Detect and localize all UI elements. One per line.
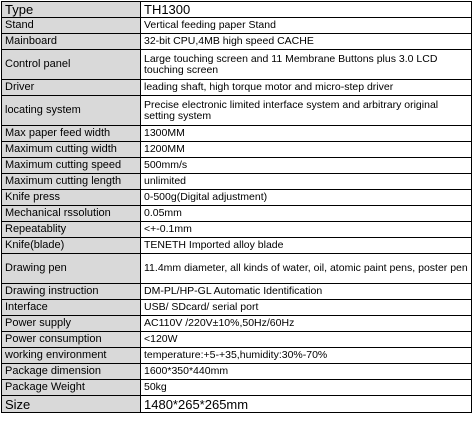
- row-key: Knife(blade): [2, 238, 141, 254]
- table-row: [2, 50, 472, 80]
- row-value: Large touching screen and 11 Membrane Buttons plus 3.0 LCD touching screen: [141, 50, 472, 80]
- table-row: [2, 380, 472, 396]
- row-key: Power consumption: [2, 332, 141, 348]
- row-value: Vertical feeding paper Stand: [141, 18, 472, 34]
- row-value: temperature:+5-+35,humidity:30%-70%: [141, 348, 472, 364]
- row-value: <+-0.1mm: [141, 222, 472, 238]
- table-row: [2, 238, 472, 254]
- table-row: [2, 142, 472, 158]
- row-key: Maximum cutting speed: [2, 158, 141, 174]
- table-row: [2, 206, 472, 222]
- row-value: 500mm/s: [141, 158, 472, 174]
- table-row: [2, 364, 472, 380]
- row-key: Package dimension: [2, 364, 141, 380]
- table-row: [2, 284, 472, 300]
- row-key: Maximum cutting length: [2, 174, 141, 190]
- row-value: TH1300: [141, 2, 472, 18]
- row-value: 1480*265*265mm: [141, 396, 472, 413]
- row-key: Type: [2, 2, 141, 18]
- row-value: 11.4mm diameter, all kinds of water, oil, atomic paint pens, poster pen: [141, 254, 472, 284]
- row-value: <120W: [141, 332, 472, 348]
- row-key: Package Weight: [2, 380, 141, 396]
- table-row: [2, 396, 472, 413]
- row-value: leading shaft, high torque motor and micro-step driver: [141, 80, 472, 96]
- table-row: [2, 18, 472, 34]
- row-key: locating system: [2, 96, 141, 126]
- table-row: [2, 222, 472, 238]
- row-key: Drawing instruction: [2, 284, 141, 300]
- table-row: [2, 190, 472, 206]
- table-row: [2, 348, 472, 364]
- row-key: Knife press: [2, 190, 141, 206]
- table-row: [2, 126, 472, 142]
- row-value: 0-500g(Digital adjustment): [141, 190, 472, 206]
- row-key: Power supply: [2, 316, 141, 332]
- row-key: Mainboard: [2, 34, 141, 50]
- table-row: [2, 254, 472, 284]
- row-value: DM-PL/HP-GL Automatic Identification: [141, 284, 472, 300]
- row-value: USB/ SDcard/ serial port: [141, 300, 472, 316]
- row-key: Stand: [2, 18, 141, 34]
- row-key: Control panel: [2, 50, 141, 80]
- row-key: Interface: [2, 300, 141, 316]
- row-value: 0.05mm: [141, 206, 472, 222]
- table-row: [2, 174, 472, 190]
- row-value: 1200MM: [141, 142, 472, 158]
- row-key: Mechanical rssolution: [2, 206, 141, 222]
- row-key: Size: [2, 396, 141, 413]
- table-row: [2, 2, 472, 18]
- row-key: Drawing pen: [2, 254, 141, 284]
- table-row: [2, 316, 472, 332]
- table-row: [2, 300, 472, 316]
- table-row: [2, 332, 472, 348]
- row-value: 50kg: [141, 380, 472, 396]
- row-key: Driver: [2, 80, 141, 96]
- spec-table: [1, 1, 472, 413]
- row-key: Max paper feed width: [2, 126, 141, 142]
- row-value: TENETH Imported alloy blade: [141, 238, 472, 254]
- table-row: [2, 96, 472, 126]
- row-value: unlimited: [141, 174, 472, 190]
- row-value: 32-bit CPU,4MB high speed CACHE: [141, 34, 472, 50]
- row-value: 1300MM: [141, 126, 472, 142]
- row-value: Precise electronic limited interface system and arbitrary original setting system: [141, 96, 472, 126]
- table-row: [2, 80, 472, 96]
- row-key: working environment: [2, 348, 141, 364]
- table-row: [2, 34, 472, 50]
- table-row: [2, 158, 472, 174]
- row-value: AC110V /220V±10%,50Hz/60Hz: [141, 316, 472, 332]
- row-value: 1600*350*440mm: [141, 364, 472, 380]
- row-key: Maximum cutting width: [2, 142, 141, 158]
- row-key: Repeatablity: [2, 222, 141, 238]
